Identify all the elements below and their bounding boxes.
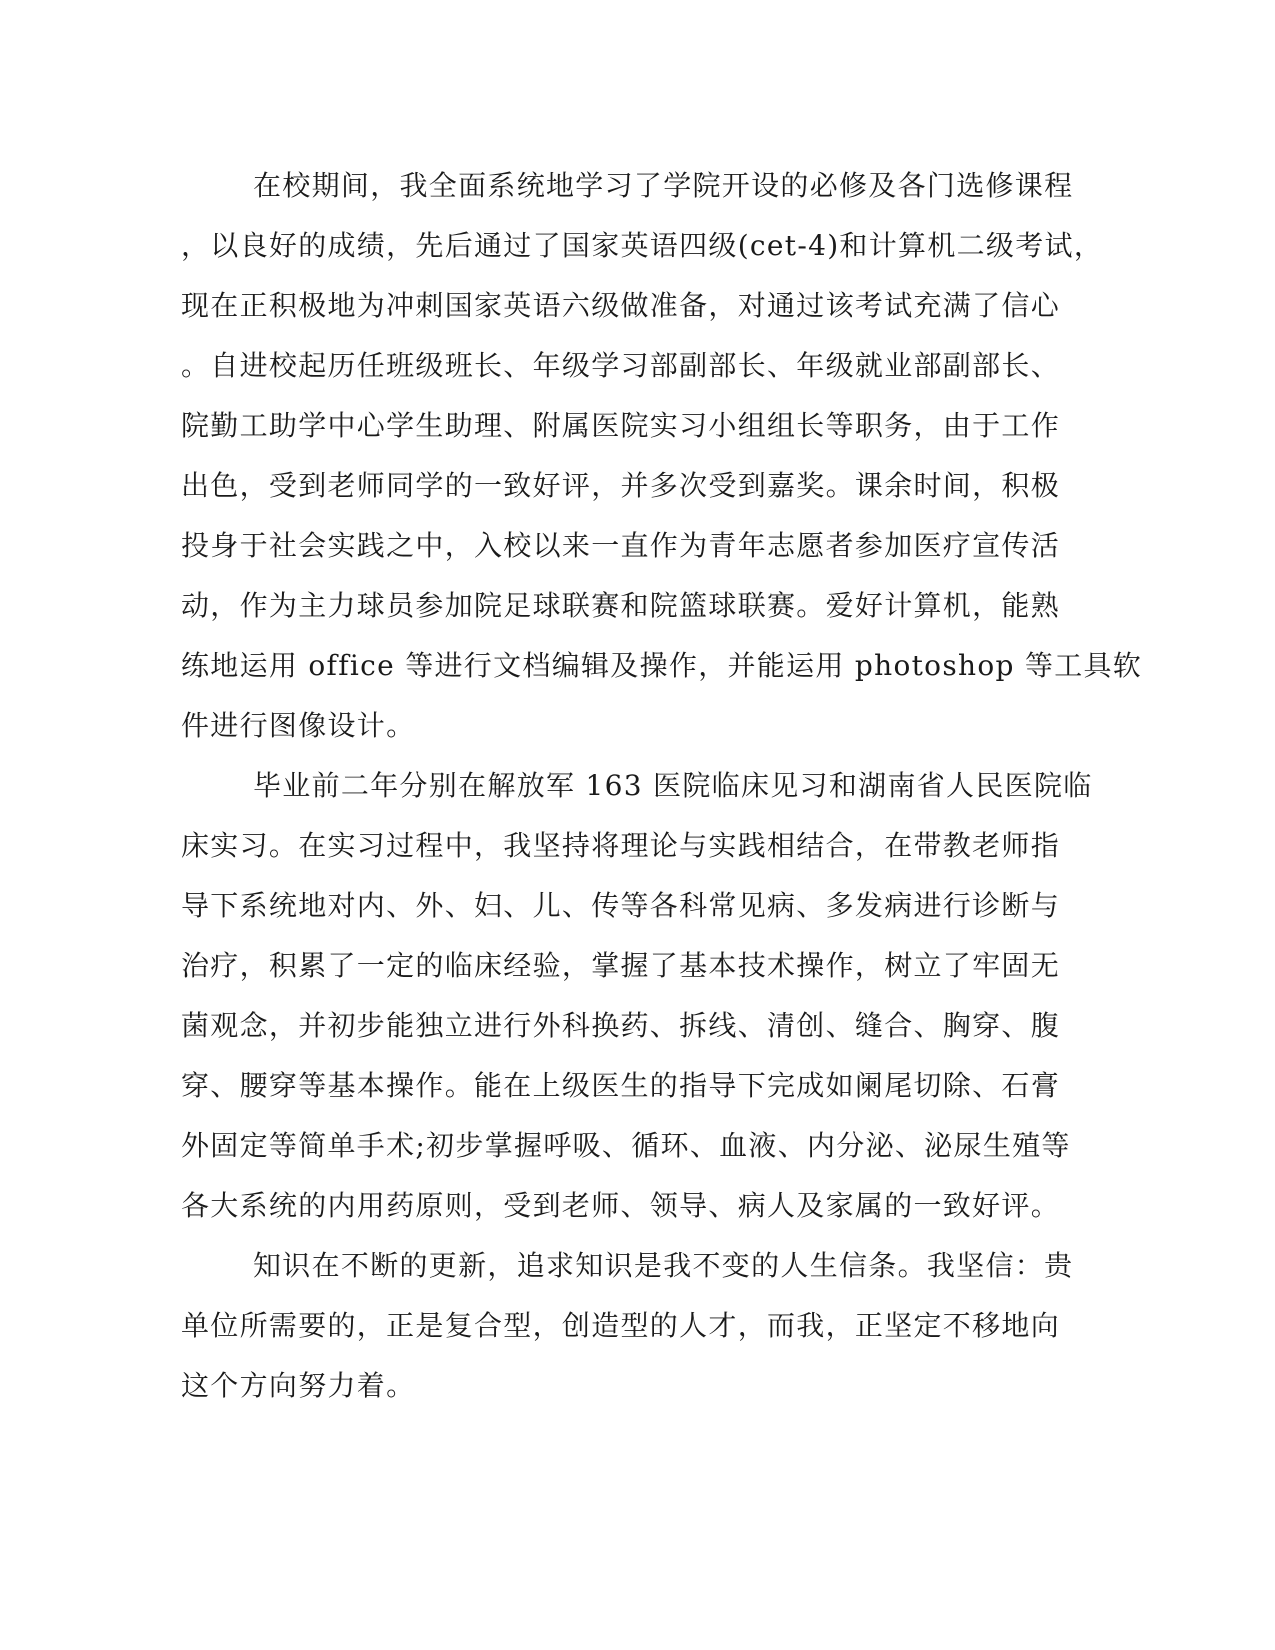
text-line: 投身于社会实践之中，入校以来一直作为青年志愿者参加医疗宣传活 <box>181 529 1061 562</box>
text-line: 这个方向努力着。 <box>181 1369 416 1402</box>
text-line: 各大系统的内用药原则，受到老师、领导、病人及家属的一致好评。 <box>181 1189 1061 1222</box>
text-line: 治疗，积累了一定的临床经验，掌握了基本技术操作，树立了牢固无 <box>181 949 1061 982</box>
text-line: 穿、腰穿等基本操作。能在上级医生的指导下完成如阑尾切除、石膏 <box>181 1069 1061 1102</box>
text-line: 菌观念，并初步能独立进行外科换药、拆线、清创、缝合、胸穿、腹 <box>181 1009 1061 1042</box>
text-line: 。自进校起历任班级班长、年级学习部副部长、年级就业部副部长、 <box>181 349 1061 382</box>
text-line: 单位所需要的，正是复合型，创造型的人才，而我，正坚定不移地向 <box>181 1309 1061 1342</box>
text-line: ，以良好的成绩，先后通过了国家英语四级(cet-4)和计算机二级考试， <box>181 229 1104 262</box>
paragraph-2 <box>181 756 1093 1236</box>
text-line: 现在正积极地为冲刺国家英语六级做准备，对通过该考试充满了信心 <box>181 289 1061 322</box>
text-line: 床实习。在实习过程中，我坚持将理论与实践相结合，在带教老师指 <box>181 829 1061 862</box>
text-line: 毕业前二年分别在解放军 163 医院临床见习和湖南省人民医院临 <box>253 769 1093 802</box>
paragraph-1 <box>181 156 1143 756</box>
text-line: 出色，受到老师同学的一致好评，并多次受到嘉奖。课余时间，积极 <box>181 469 1061 502</box>
text-line: 知识在不断的更新，追求知识是我不变的人生信条。我坚信：贵 <box>253 1249 1074 1282</box>
text-line: 院勤工助学中心学生助理、附属医院实习小组组长等职务，由于工作 <box>181 409 1061 442</box>
text-line: 外固定等简单手术;初步掌握呼吸、循环、血液、内分泌、泌尿生殖等 <box>181 1129 1071 1162</box>
paragraph-3 <box>181 1236 1074 1416</box>
text-line: 练地运用 office 等进行文档编辑及操作，并能运用 photoshop 等工具软 <box>181 649 1143 682</box>
document-body <box>181 156 1143 1416</box>
text-line: 动，作为主力球员参加院足球联赛和院篮球联赛。爱好计算机，能熟 <box>181 589 1061 622</box>
text-line: 在校期间，我全面系统地学习了学院开设的必修及各门选修课程 <box>253 169 1074 202</box>
text-line: 件进行图像设计。 <box>181 709 416 742</box>
text-line: 导下系统地对内、外、妇、儿、传等各科常见病、多发病进行诊断与 <box>181 889 1061 922</box>
